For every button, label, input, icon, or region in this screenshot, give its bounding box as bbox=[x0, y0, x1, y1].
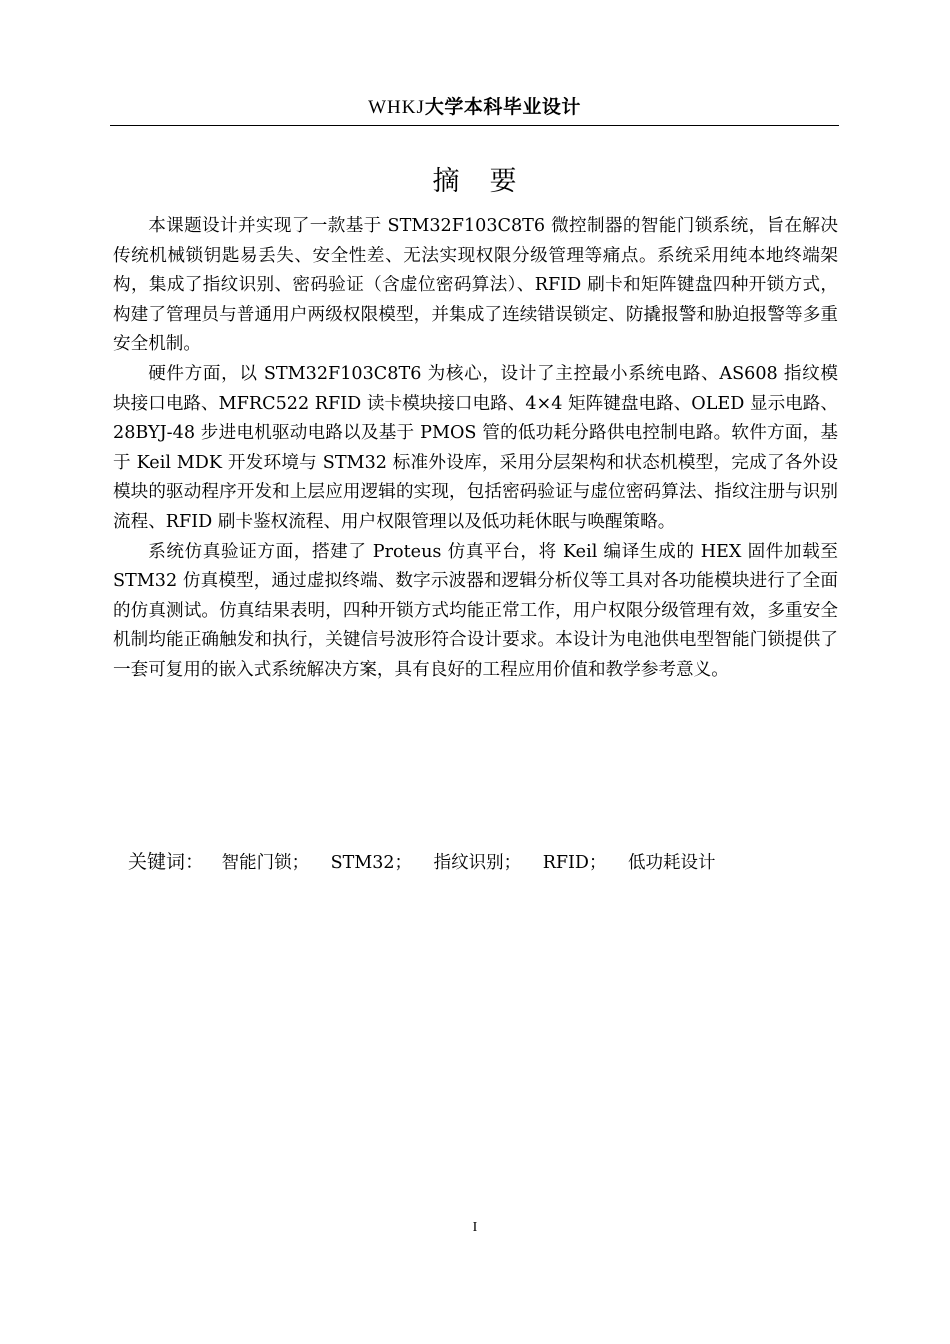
header-rule bbox=[110, 125, 839, 126]
keywords-label: 关键词： bbox=[128, 851, 205, 873]
page-title: 摘要 bbox=[432, 166, 547, 197]
abstract-paragraph-2: 硬件方面，以 STM32F103C8T6 为核心，设计了主控最小系统电路、AS608 指纹模块接口电路、MFRC522 RFID 读卡模块接口电路、4×4 矩阵键盘电路、OLED 显示电路、28BYJ-48 步进电机驱动电路以及基于 PMOS 管的低功耗分路供电控制电路。软件方面，基于 Keil MDK 开发环境与 STM32 标准外设库，采用分层架构和状态机模型，完成了各外设模块的驱动程序开发和上层应用逻辑的实现，包括密码验证与虚位密码算法、指纹注册与识别流程、RFID 刷卡鉴权流程、用户权限管理以及低功耗休眠与唤醒策略。 bbox=[113, 363, 838, 532]
keyword-item: RFID； bbox=[542, 853, 607, 873]
header-title: 大学本科毕业设计 bbox=[424, 96, 581, 118]
keyword-item: 低功耗设计 bbox=[628, 853, 716, 873]
page-number: I bbox=[472, 1220, 478, 1235]
keyword-item: STM32； bbox=[330, 853, 413, 873]
keywords-line bbox=[128, 848, 828, 877]
header-institution-code: WHKJ bbox=[368, 97, 425, 118]
abstract-paragraph-1: 本课题设计并实现了一款基于 STM32F103C8T6 微控制器的智能门锁系统，旨在解决传统机械锁钥匙易丢失、安全性差、无法实现权限分级管理等痛点。系统采用纯本地终端架构，集成了指纹识别、密码验证（含虚位密码算法）、RFID 刷卡和矩阵键盘四种开锁方式，构建了管理员与普通用户两级权限模型，并集成了连续错误锁定、防撬报警和胁迫报警等多重安全机制。 bbox=[113, 216, 838, 355]
abstract-body bbox=[113, 212, 838, 686]
keyword-item: 智能门锁； bbox=[221, 853, 310, 873]
running-header bbox=[110, 94, 839, 121]
keyword-item: 指纹识别； bbox=[433, 853, 522, 873]
abstract-paragraph-3: 系统仿真验证方面，搭建了 Proteus 仿真平台，将 Keil 编译生成的 HEX 固件加载至 STM32 仿真模型，通过虚拟终端、数字示波器和逻辑分析仪等工具对各功能模块进行了全面的仿真测试。仿真结果表明，四种开锁方式均能正常工作，用户权限分级管理有效，多重安全机制均能正确触发和执行，关键信号波形符合设计要求。本设计为电池供电型智能门锁提供了一套可复用的嵌入式系统解决方案，具有良好的工程应用价值和教学参考意义。 bbox=[113, 541, 838, 680]
